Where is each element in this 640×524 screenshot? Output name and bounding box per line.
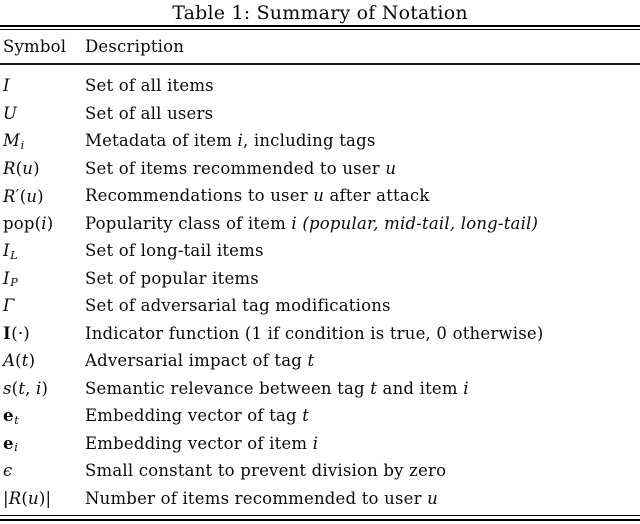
description-segment: t [370, 378, 378, 398]
description-segment: i [463, 378, 469, 398]
symbol-segment: ′ [15, 186, 20, 205]
symbol-segment: ) [28, 351, 36, 371]
symbol-segment: R [8, 488, 22, 508]
table-row [0, 182, 640, 210]
description-segment: Indicator function (1 if condition is true, 0 otherwise) [85, 323, 544, 343]
description-segment: u [385, 158, 397, 178]
description-segment: Set of all items [85, 76, 214, 96]
symbol-segment: t [14, 413, 19, 427]
symbol-segment: pop( [3, 213, 42, 233]
description-segment: Set of items recommended to user [85, 158, 386, 178]
symbol-segment: A [3, 351, 16, 371]
description-segment: i [237, 131, 243, 151]
symbol-segment: M [3, 131, 21, 151]
description-segment: (popular, mid-tail, long-tail) [302, 213, 539, 233]
symbol-cell [0, 457, 85, 485]
symbol-segment: ( [19, 187, 27, 207]
description-cell [85, 292, 640, 320]
symbol-segment: s [3, 378, 12, 398]
symbol-segment: | [3, 488, 9, 508]
table-row [0, 155, 640, 183]
description-segment: Semantic relevance between tag [85, 378, 371, 398]
description-cell [85, 155, 640, 183]
table-row [0, 402, 640, 430]
description-cell [85, 127, 640, 155]
symbol-segment: t [21, 351, 29, 371]
table-row [0, 72, 640, 100]
table-row [0, 347, 640, 375]
symbol-segment: e [3, 406, 14, 426]
description-cell [85, 402, 640, 430]
description-segment: Set of popular items [85, 268, 259, 288]
description-cell [85, 100, 640, 128]
symbol-segment: ( [15, 158, 23, 178]
description-segment: Embedding vector of tag [85, 406, 303, 426]
symbol-segment: I [3, 76, 10, 96]
table-row [0, 292, 640, 320]
symbol-cell [0, 375, 85, 403]
symbol-segment: I [3, 268, 10, 288]
column-header-symbol: Symbol [3, 37, 67, 57]
description-segment: Number of items recommended to user [85, 488, 428, 508]
symbol-cell [0, 320, 85, 348]
symbol-segment: R [3, 158, 16, 178]
description-segment: after attack [324, 186, 430, 206]
symbol-segment: , [25, 378, 37, 398]
symbol-cell [0, 100, 85, 128]
bottom-double-rule [0, 515, 640, 520]
description-cell [85, 182, 640, 210]
description-segment: i [291, 213, 297, 233]
description-segment: Adversarial impact of tag [85, 351, 308, 371]
symbol-segment: ( [15, 351, 22, 371]
description-segment: Popularity class of item [85, 213, 292, 233]
table-caption: Table 1: Summary of Notation [172, 2, 468, 24]
description-cell [85, 237, 640, 265]
description-segment: , including tags [242, 131, 376, 151]
symbol-segment: )| [38, 488, 52, 508]
symbol-segment: ( [21, 488, 29, 508]
symbol-cell [0, 402, 85, 430]
description-cell [85, 347, 640, 375]
symbol-cell [0, 155, 85, 183]
symbol-cell [0, 72, 85, 100]
description-cell [85, 485, 640, 513]
description-segment: Set of adversarial tag modifications [85, 296, 391, 316]
symbol-segment: t [18, 378, 26, 398]
symbol-segment: Γ [3, 296, 15, 316]
description-cell [85, 375, 640, 403]
symbol-cell [0, 210, 85, 238]
symbol-segment: R [3, 187, 16, 207]
symbol-segment: L [10, 248, 18, 262]
symbol-cell [0, 127, 85, 155]
symbol-segment: e [3, 433, 14, 453]
table-header-row [0, 30, 640, 63]
symbol-segment: i [36, 378, 42, 398]
table-row [0, 265, 640, 293]
description-segment: Recommendations to user [85, 186, 314, 206]
table-row [0, 375, 640, 403]
table-row [0, 100, 640, 128]
notation-table-body [0, 65, 640, 512]
symbol-cell [0, 237, 85, 265]
table-row [0, 237, 640, 265]
symbol-segment: I [3, 323, 10, 343]
symbol-segment: (·) [11, 323, 30, 343]
description-segment: and item [377, 378, 464, 398]
description-segment: u [313, 186, 325, 206]
description-segment: t [307, 351, 315, 371]
symbol-segment: u [22, 158, 34, 178]
symbol-segment: i [41, 213, 47, 233]
description-segment: Set of long-tail items [85, 241, 264, 261]
table-row [0, 127, 640, 155]
symbol-cell [0, 292, 85, 320]
description-cell [85, 457, 640, 485]
symbol-cell [0, 485, 85, 513]
symbol-segment: P [10, 276, 18, 290]
table-row [0, 430, 640, 458]
description-segment: i [312, 433, 319, 453]
description-cell [85, 72, 640, 100]
symbol-segment: U [3, 103, 18, 123]
symbol-segment: ) [46, 213, 54, 233]
table-row [0, 485, 640, 513]
description-cell [85, 320, 640, 348]
symbol-cell [0, 347, 85, 375]
symbol-segment: i [20, 138, 25, 152]
description-segment: Set of all users [85, 103, 214, 123]
symbol-segment: ϵ [3, 461, 13, 481]
symbol-segment: i [14, 441, 18, 455]
description-segment: u [427, 488, 438, 508]
table-row [0, 320, 640, 348]
table-row [0, 457, 640, 485]
symbol-cell [0, 430, 85, 458]
symbol-segment: ) [33, 158, 40, 178]
symbol-cell [0, 182, 85, 210]
symbol-segment: u [28, 488, 39, 508]
description-segment: t [302, 406, 310, 426]
description-segment: Embedding vector of item [85, 433, 313, 453]
description-segment: Metadata of item [85, 131, 238, 151]
description-cell [85, 265, 640, 293]
symbol-cell [0, 265, 85, 293]
symbol-segment: u [26, 187, 38, 207]
description-cell [85, 430, 640, 458]
column-header-description: Description [85, 37, 185, 57]
symbol-segment: ) [37, 187, 44, 207]
description-segment: Small constant to prevent division by zero [85, 461, 447, 481]
symbol-segment: I [3, 241, 10, 261]
description-cell [85, 210, 640, 238]
symbol-segment: ) [41, 378, 49, 398]
table-row [0, 210, 640, 238]
symbol-segment: ( [11, 378, 19, 398]
